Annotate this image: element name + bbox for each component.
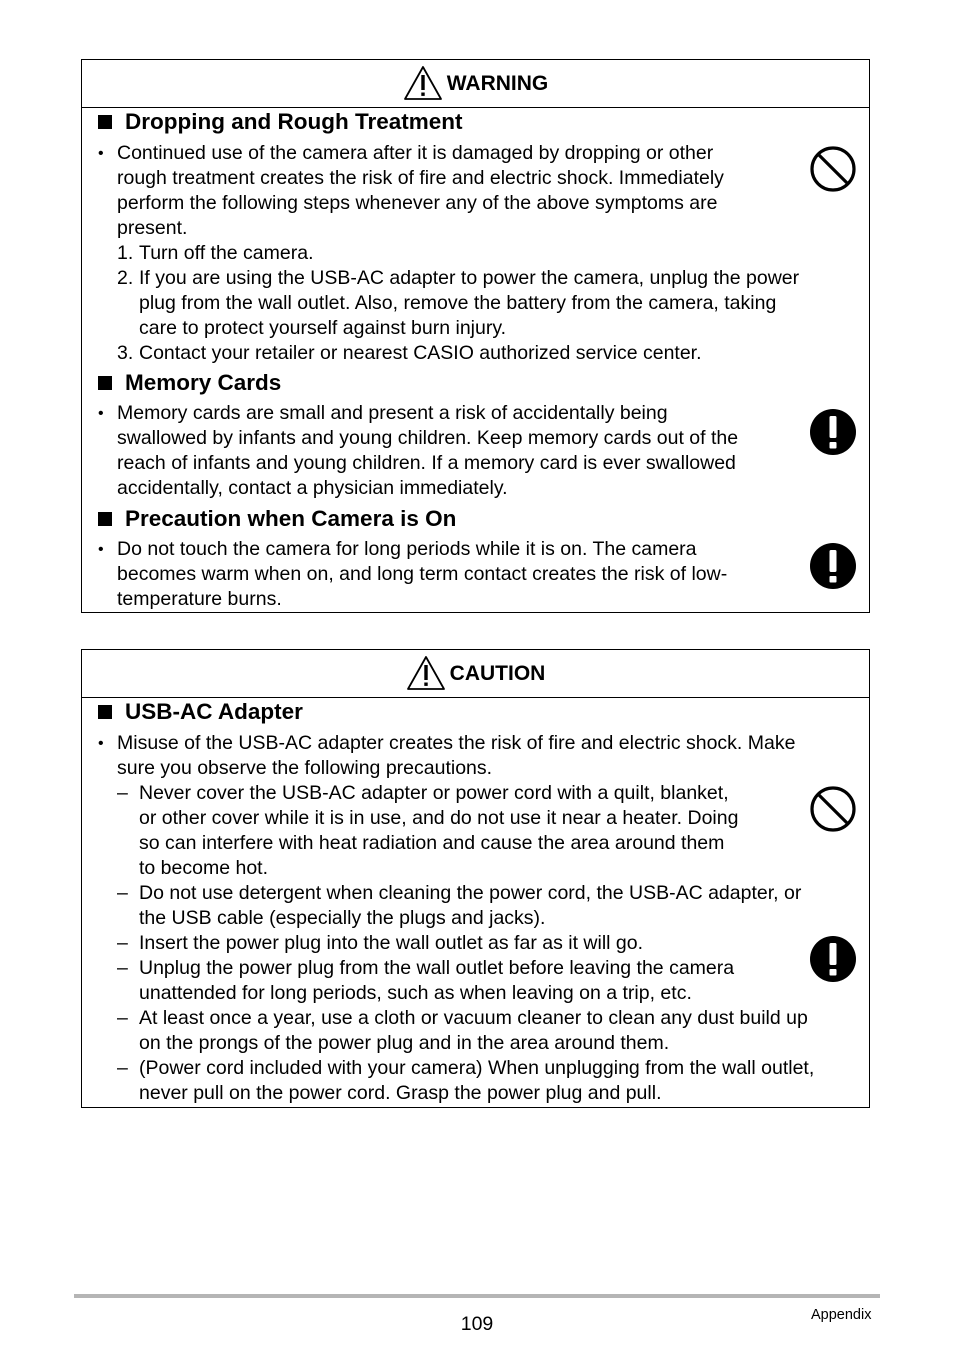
page-number: 109 bbox=[460, 1313, 494, 1335]
text-line: Do not touch the camera for long periods while it is on. The camera bbox=[117, 538, 697, 560]
text-line: never pull on the power cord. Grasp the power plug and pull. bbox=[139, 1082, 662, 1104]
bullet: • bbox=[98, 541, 104, 558]
section-label: Appendix bbox=[811, 1307, 872, 1323]
dash: – bbox=[117, 1007, 128, 1029]
footer-rule bbox=[74, 1294, 880, 1298]
text-line: care to protect yourself against burn injury. bbox=[139, 317, 507, 339]
text-line: temperature burns. bbox=[117, 588, 282, 610]
mandatory-icon bbox=[809, 935, 857, 983]
square-bullet-icon bbox=[98, 512, 112, 526]
section-heading: Memory Cards bbox=[98, 369, 281, 397]
dash: – bbox=[117, 1057, 128, 1079]
text-line: perform the following steps whenever any of the above symptoms are bbox=[117, 192, 718, 214]
warning-header bbox=[82, 60, 869, 108]
text-line: Unplug the power plug from the wall outlet before leaving the camera bbox=[139, 957, 735, 979]
text-line: so can interfere with heat radiation and cause the area around them bbox=[139, 832, 725, 854]
text-line: At least once a year, use a cloth or vacuum cleaner to clean any dust build up bbox=[139, 1007, 808, 1029]
square-bullet-icon bbox=[98, 705, 112, 719]
text-line: Turn off the camera. bbox=[139, 242, 314, 264]
mandatory-icon bbox=[809, 408, 857, 456]
prohibition-icon bbox=[809, 145, 857, 193]
text-line: reach of infants and young children. If a memory card is ever swallowed bbox=[117, 452, 736, 474]
text-line: or other cover while it is in use, and do not use it near a heater. Doing bbox=[139, 807, 739, 829]
text-line: plug from the wall outlet. Also, remove the battery from the camera, taking bbox=[139, 292, 777, 314]
text-line: accidentally, contact a physician immediately. bbox=[117, 477, 508, 499]
text-line: Insert the power plug into the wall outlet as far as it will go. bbox=[139, 932, 644, 954]
text-line: Never cover the USB-AC adapter or power cord with a quilt, blanket, bbox=[139, 782, 729, 804]
bullet: • bbox=[98, 735, 104, 752]
warning-triangle-icon bbox=[406, 655, 446, 691]
caution-header bbox=[82, 650, 869, 698]
dash: – bbox=[117, 782, 128, 804]
dash: – bbox=[117, 932, 128, 954]
bullet: • bbox=[98, 145, 104, 162]
text-line: Contact your retailer or nearest CASIO authorized service center. bbox=[139, 342, 702, 364]
text-line: Misuse of the USB-AC adapter creates the risk of fire and electric shock. Make bbox=[117, 732, 796, 754]
mandatory-icon bbox=[809, 542, 857, 590]
warning-box bbox=[81, 59, 870, 613]
section-heading: USB-AC Adapter bbox=[98, 698, 303, 726]
text-line: Continued use of the camera after it is damaged by dropping or other bbox=[117, 142, 714, 164]
text-line: (Power cord included with your camera) When unplugging from the wall outlet, bbox=[139, 1057, 815, 1079]
warning-title: WARNING bbox=[446, 71, 549, 95]
prohibition-icon bbox=[809, 785, 857, 833]
text-line: Memory cards are small and present a risk of accidentally being bbox=[117, 402, 668, 424]
text-line: unattended for long periods, such as when leaving on a trip, etc. bbox=[139, 982, 692, 1004]
caution-box bbox=[81, 649, 870, 1108]
text-line: Do not use detergent when cleaning the power cord, the USB-AC adapter, or bbox=[139, 882, 802, 904]
warning-triangle-icon bbox=[403, 65, 443, 101]
text-line: swallowed by infants and young children. Keep memory cards out of the bbox=[117, 427, 739, 449]
step-number: 1. bbox=[117, 242, 134, 264]
section-heading: Precaution when Camera is On bbox=[98, 505, 456, 533]
step-number: 3. bbox=[117, 342, 134, 364]
dash: – bbox=[117, 882, 128, 904]
text-line: to become hot. bbox=[139, 857, 268, 879]
square-bullet-icon bbox=[98, 115, 112, 129]
text-line: rough treatment creates the risk of fire and electric shock. Immediately bbox=[117, 167, 724, 189]
square-bullet-icon bbox=[98, 376, 112, 390]
caution-title: CAUTION bbox=[449, 661, 546, 685]
text-line: becomes warm when on, and long term contact creates the risk of low- bbox=[117, 563, 728, 585]
bullet: • bbox=[98, 405, 104, 422]
section-heading: Dropping and Rough Treatment bbox=[98, 108, 463, 136]
text-line: sure you observe the following precautions. bbox=[117, 757, 493, 779]
step-number: 2. bbox=[117, 267, 134, 289]
text-line: on the prongs of the power plug and in the area around them. bbox=[139, 1032, 670, 1054]
text-line: present. bbox=[117, 217, 188, 239]
text-line: If you are using the USB-AC adapter to power the camera, unplug the power bbox=[139, 267, 800, 289]
dash: – bbox=[117, 957, 128, 979]
text-line: the USB cable (especially the plugs and jacks). bbox=[139, 907, 546, 929]
